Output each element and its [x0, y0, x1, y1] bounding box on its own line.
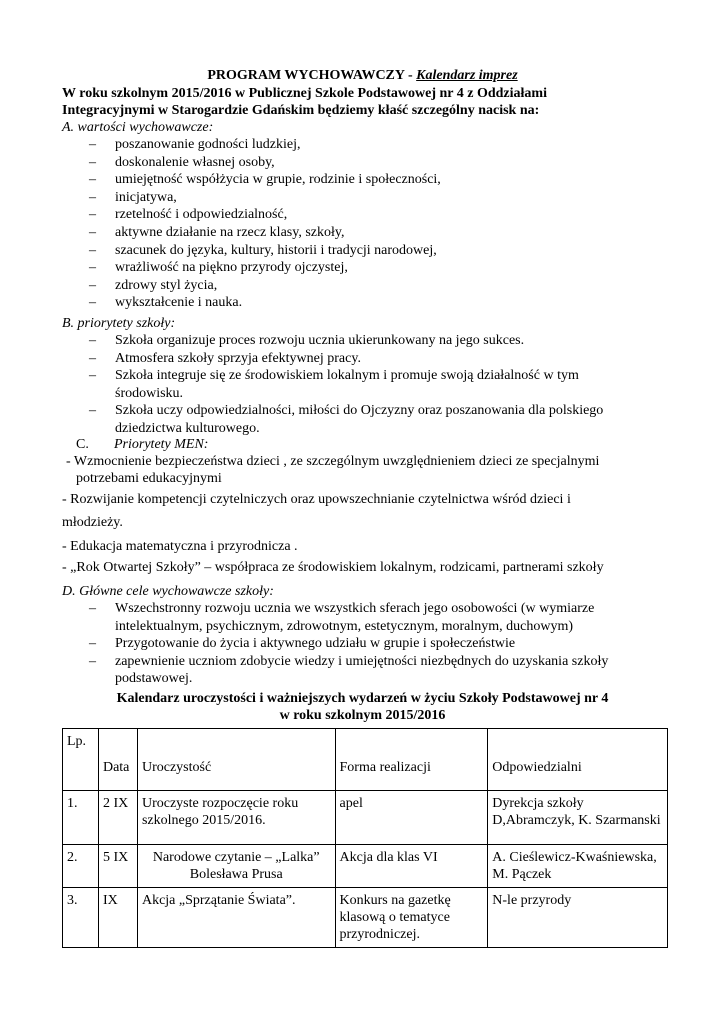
list-item: – Przygotowanie do życia i aktywnego udziału w grupie i społeczeństwie [89, 635, 649, 653]
cell-event: Narodowe czytanie – „Lalka” Bolesława Prusa [137, 845, 335, 888]
list-item: – Atmosfera szkoły sprzyja efektywnej pracy. [89, 350, 639, 368]
table-header-row [63, 729, 668, 791]
section-c-item-2-line-1: - Rozwijanie kompetencji czytelniczych oraz upowszechnianie czytelnictwa wśród dzieci i [62, 492, 571, 507]
table-row [63, 845, 668, 888]
intro-line-2: Integracyjnymi w Starogardzie Gdańskim będziemy kłaść szczególny nacisk na: [62, 103, 540, 118]
section-c-heading: Priorytety MEN: [114, 437, 209, 452]
list-item: – szacunek do języka, kultury, historii i tradycji narodowej, [89, 242, 669, 260]
cell-lp: 2. [63, 845, 99, 888]
list-item: – wykształcenie i nauka. [89, 294, 669, 312]
document-title [0, 68, 725, 84]
section-d-heading: D. Główne cele wychowawcze szkoły: [62, 584, 274, 599]
section-c-item-4: - „Rok Otwartej Szkoły” – współpraca ze środowiskiem lokalnym, rodzicami, partnerami szkoły [62, 560, 604, 575]
list-item: – doskonalenie własnej osoby, [89, 154, 669, 172]
list-item: – Szkoła uczy odpowiedzialności, miłości do Ojczyzny oraz poszanowania dla polskiego dziedzictwa kulturowego. [89, 402, 639, 437]
section-c-item-3: - Edukacja matematyczna i przyrodnicza . [62, 539, 298, 554]
section-c-item-2-line-2: młodzieży. [62, 515, 123, 530]
section-a-list [89, 136, 669, 312]
list-item: – poszanowanie godności ludzkiej, [89, 136, 669, 154]
list-item: – wrażliwość na piękno przyrody ojczystej, [89, 259, 669, 277]
section-c-item-1-line-2: potrzebami edukacyjnymi [76, 471, 222, 486]
list-item: – zapewnienie uczniom zdobycie wiedzy i umiejętności niezbędnych do uzyskania szkoły podstawowej. [89, 653, 649, 688]
title-main: PROGRAM WYCHOWAWCZY - [207, 68, 417, 83]
list-item: – aktywne działanie na rzecz klasy, szkoły, [89, 224, 669, 242]
cell-data: 5 IX [98, 845, 137, 888]
cell-lp: 3. [63, 888, 99, 948]
intro-line-1: W roku szkolnym 2015/2016 w Publicznej Szkole Podstawowej nr 4 z Oddziałami [62, 86, 547, 101]
header-form: Forma realizacji [335, 729, 488, 791]
cell-form: Konkurs na gazetkę klasową o tematyce przyrodniczej. [335, 888, 488, 948]
list-item: – inicjatywa, [89, 189, 669, 207]
cell-data: IX [98, 888, 137, 948]
cell-form: Akcja dla klas VI [335, 845, 488, 888]
section-a-heading: A. wartości wychowawcze: [62, 120, 214, 135]
calendar-table [62, 728, 668, 948]
header-lp: Lp. [63, 729, 99, 791]
section-b-heading: B. priorytety szkoły: [62, 316, 176, 331]
section-c-item-1-line-1: - Wzmocnienie bezpieczeństwa dzieci , ze szczególnym uwzględnieniem dzieci ze specjalnymi [66, 454, 600, 469]
section-c-label: C. [76, 437, 89, 452]
table-row [63, 888, 668, 948]
list-item: – Szkoła integruje się ze środowiskiem lokalnym i promuje swoją działalność w tym środowisku. [89, 367, 639, 402]
list-item: – Szkoła organizuje proces rozwoju ucznia ukierunkowany na jego sukces. [89, 332, 639, 350]
list-item: – umiejętność współżycia w grupie, rodzinie i społeczności, [89, 171, 669, 189]
list-item: – Wszechstronny rozwoju ucznia we wszystkich sferach jego osobowości (w wymiarze intelektualnym, psychicznym, zdrowotnym, estetycznym, moralnym, duchowym) [89, 600, 649, 635]
calendar-title-line-2: w roku szkolnym 2015/2016 [279, 708, 446, 723]
header-data: Data [98, 729, 137, 791]
cell-event: Akcja „Sprzątanie Świata”. [137, 888, 335, 948]
cell-resp: A. Cieślewicz-Kwaśniewska, M. Pączek [488, 845, 668, 888]
table-row [63, 791, 668, 845]
list-item: – zdrowy styl życia, [89, 277, 669, 295]
header-resp: Odpowiedzialni [488, 729, 668, 791]
cell-resp: N-le przyrody [488, 888, 668, 948]
calendar-title-line-1: Kalendarz uroczystości i ważniejszych wydarzeń w życiu Szkoły Podstawowej nr 4 [116, 691, 609, 706]
title-sub: Kalendarz imprez [416, 68, 518, 83]
cell-resp: Dyrekcja szkoły D,Abramczyk, K. Szarmanski [488, 791, 668, 845]
list-item: – rzetelność i odpowiedzialność, [89, 206, 669, 224]
cell-lp: 1. [63, 791, 99, 845]
cell-data: 2 IX [98, 791, 137, 845]
cell-form: apel [335, 791, 488, 845]
header-event: Uroczystość [137, 729, 335, 791]
section-b-list [89, 332, 639, 438]
cell-event: Uroczyste rozpoczęcie roku szkolnego 2015/2016. [137, 791, 335, 845]
section-d-list [89, 600, 649, 688]
